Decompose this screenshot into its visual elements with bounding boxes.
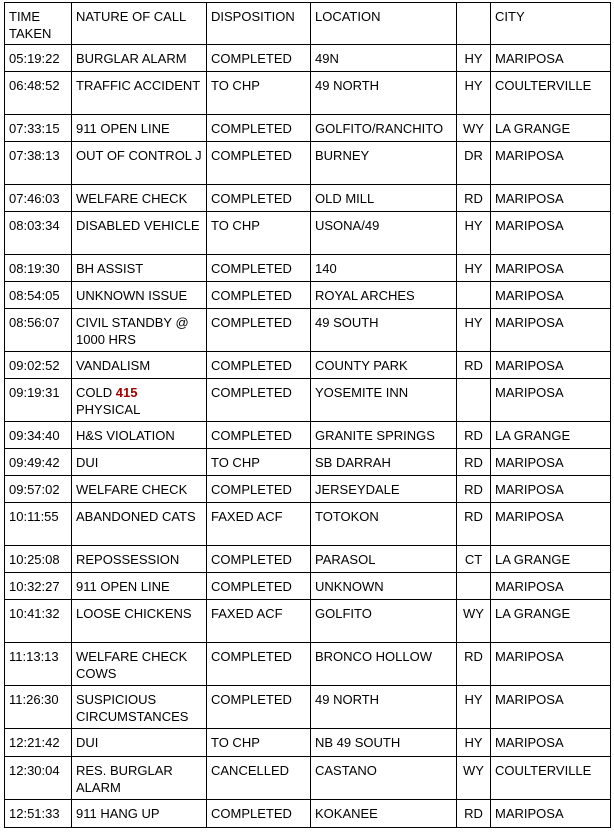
city-cell: MARIPOSA (491, 212, 611, 255)
disposition-cell: COMPLETED (207, 476, 311, 503)
street-suffix-cell: HY (457, 255, 491, 282)
location-cell: UNKNOWN (311, 573, 457, 600)
street-suffix-cell: HY (457, 212, 491, 255)
disposition-cell: COMPLETED (207, 309, 311, 352)
location-cell: 49 NORTH (311, 686, 457, 729)
street-suffix-cell: RD (457, 449, 491, 476)
city-cell: MARIPOSA (491, 379, 611, 422)
time-cell: 09:57:02 (5, 476, 72, 503)
time-cell: 12:51:33 (5, 800, 72, 828)
table-row (5, 800, 611, 828)
city-cell: COULTERVILLE (491, 72, 611, 115)
location-cell: ROYAL ARCHES (311, 282, 457, 309)
time-cell: 09:02:52 (5, 352, 72, 379)
city-cell: MARIPOSA (491, 185, 611, 212)
location-cell: BRONCO HOLLOW (311, 643, 457, 686)
time-cell: 11:13:13 (5, 643, 72, 686)
location-cell: 49N (311, 45, 457, 72)
location-cell: KOKANEE (311, 800, 457, 828)
table-row (5, 72, 611, 115)
disposition-cell: COMPLETED (207, 115, 311, 142)
location-cell: GOLFITO/RANCHITO (311, 115, 457, 142)
city-cell: MARIPOSA (491, 573, 611, 600)
street-suffix-cell: WY (457, 757, 491, 800)
table-row (5, 282, 611, 309)
nature-cell: SUSPICIOUS CIRCUMSTANCES (72, 686, 207, 729)
table-row (5, 757, 611, 800)
table-row (5, 729, 611, 757)
nature-cell: UNKNOWN ISSUE (72, 282, 207, 309)
time-cell: 08:54:05 (5, 282, 72, 309)
time-cell: 09:19:31 (5, 379, 72, 422)
disposition-cell: FAXED ACF (207, 503, 311, 546)
location-cell: PARASOL (311, 546, 457, 573)
disposition-cell: COMPLETED (207, 352, 311, 379)
location-cell: BURNEY (311, 142, 457, 185)
city-cell: MARIPOSA (491, 45, 611, 72)
disposition-cell: COMPLETED (207, 546, 311, 573)
nature-cell (72, 379, 207, 422)
disposition-cell: COMPLETED (207, 255, 311, 282)
time-cell: 10:32:27 (5, 573, 72, 600)
table-row (5, 45, 611, 72)
city-cell: MARIPOSA (491, 503, 611, 546)
location-cell: YOSEMITE INN (311, 379, 457, 422)
street-suffix-cell: RD (457, 352, 491, 379)
table-row (5, 309, 611, 352)
table-row (5, 212, 611, 255)
header-nature: NATURE OF CALL (72, 3, 207, 45)
nature-cell: 911 OPEN LINE (72, 573, 207, 600)
disposition-cell: COMPLETED (207, 185, 311, 212)
table-row (5, 546, 611, 573)
disposition-cell: TO CHP (207, 729, 311, 757)
nature-cell: DUI (72, 449, 207, 476)
disposition-cell: COMPLETED (207, 800, 311, 828)
table-row (5, 503, 611, 546)
location-cell: GOLFITO (311, 600, 457, 643)
header-time: TIME TAKEN (5, 3, 72, 45)
disposition-cell: COMPLETED (207, 422, 311, 449)
nature-text: PHYSICAL (76, 385, 142, 417)
street-suffix-cell (457, 379, 491, 422)
disposition-cell: COMPLETED (207, 686, 311, 729)
call-log-table (4, 2, 611, 828)
street-suffix-cell: RD (457, 422, 491, 449)
city-cell: LA GRANGE (491, 546, 611, 573)
nature-cell: VANDALISM (72, 352, 207, 379)
disposition-cell: TO CHP (207, 212, 311, 255)
street-suffix-cell: HY (457, 72, 491, 115)
time-cell: 06:48:52 (5, 72, 72, 115)
nature-cell: WELFARE CHECK (72, 185, 207, 212)
nature-cell: H&S VIOLATION (72, 422, 207, 449)
disposition-cell: COMPLETED (207, 379, 311, 422)
nature-cell: DUI (72, 729, 207, 757)
city-cell: MARIPOSA (491, 643, 611, 686)
time-cell: 08:03:34 (5, 212, 72, 255)
time-cell: 05:19:22 (5, 45, 72, 72)
location-cell: SB DARRAH (311, 449, 457, 476)
nature-cell: WELFARE CHECK (72, 476, 207, 503)
time-cell: 09:49:42 (5, 449, 72, 476)
nature-cell: TRAFFIC ACCIDENT (72, 72, 207, 115)
nature-cell: RES. BURGLAR ALARM (72, 757, 207, 800)
street-suffix-cell: RD (457, 503, 491, 546)
time-cell: 07:38:13 (5, 142, 72, 185)
nature-text: COLD (76, 385, 116, 400)
table-row (5, 352, 611, 379)
city-cell: MARIPOSA (491, 142, 611, 185)
street-suffix-cell: HY (457, 729, 491, 757)
table-row (5, 379, 611, 422)
header-suffix (457, 3, 491, 45)
nature-cell: 911 OPEN LINE (72, 115, 207, 142)
location-cell: 140 (311, 255, 457, 282)
city-cell: MARIPOSA (491, 309, 611, 352)
street-suffix-cell: WY (457, 115, 491, 142)
time-cell: 09:34:40 (5, 422, 72, 449)
location-cell: NB 49 SOUTH (311, 729, 457, 757)
city-cell: LA GRANGE (491, 600, 611, 643)
disposition-cell: COMPLETED (207, 643, 311, 686)
nature-cell: 911 HANG UP (72, 800, 207, 828)
nature-cell: WELFARE CHECK COWS (72, 643, 207, 686)
table-row (5, 422, 611, 449)
header-city: CITY (491, 3, 611, 45)
street-suffix-cell: RD (457, 185, 491, 212)
nature-cell: CIVIL STANDBY @ 1000 HRS (72, 309, 207, 352)
disposition-cell: COMPLETED (207, 142, 311, 185)
city-cell: LA GRANGE (491, 115, 611, 142)
street-suffix-cell: RD (457, 476, 491, 503)
location-cell: OLD MILL (311, 185, 457, 212)
time-cell: 07:33:15 (5, 115, 72, 142)
location-cell: USONA/49 (311, 212, 457, 255)
location-cell: GRANITE SPRINGS (311, 422, 457, 449)
street-suffix-cell: WY (457, 600, 491, 643)
nature-cell: DISABLED VEHICLE (72, 212, 207, 255)
nature-cell: BURGLAR ALARM (72, 45, 207, 72)
nature-cell: LOOSE CHICKENS (72, 600, 207, 643)
street-suffix-cell: HY (457, 45, 491, 72)
table-row (5, 600, 611, 643)
time-cell: 08:56:07 (5, 309, 72, 352)
time-cell: 10:41:32 (5, 600, 72, 643)
table-row (5, 255, 611, 282)
disposition-cell: COMPLETED (207, 45, 311, 72)
penal-code-highlight: 415 (115, 385, 138, 400)
city-cell: MARIPOSA (491, 729, 611, 757)
header-disposition: DISPOSITION (207, 3, 311, 45)
location-cell: COUNTY PARK (311, 352, 457, 379)
disposition-cell: CANCELLED (207, 757, 311, 800)
nature-cell: REPOSSESSION (72, 546, 207, 573)
city-cell: MARIPOSA (491, 476, 611, 503)
street-suffix-cell: DR (457, 142, 491, 185)
city-cell: MARIPOSA (491, 255, 611, 282)
street-suffix-cell: CT (457, 546, 491, 573)
city-cell: MARIPOSA (491, 449, 611, 476)
time-cell: 08:19:30 (5, 255, 72, 282)
street-suffix-cell: HY (457, 686, 491, 729)
disposition-cell: COMPLETED (207, 282, 311, 309)
city-cell: MARIPOSA (491, 352, 611, 379)
table-row (5, 476, 611, 503)
table-row (5, 573, 611, 600)
table-row (5, 449, 611, 476)
city-cell: LA GRANGE (491, 422, 611, 449)
street-suffix-cell: HY (457, 309, 491, 352)
disposition-cell: FAXED ACF (207, 600, 311, 643)
city-cell: MARIPOSA (491, 686, 611, 729)
city-cell: COULTERVILLE (491, 757, 611, 800)
table-row (5, 142, 611, 185)
location-cell: JERSEYDALE (311, 476, 457, 503)
disposition-cell: COMPLETED (207, 573, 311, 600)
disposition-cell: TO CHP (207, 449, 311, 476)
street-suffix-cell (457, 282, 491, 309)
table-row (5, 115, 611, 142)
street-suffix-cell: RD (457, 643, 491, 686)
time-cell: 12:21:42 (5, 729, 72, 757)
street-suffix-cell (457, 573, 491, 600)
city-cell: MARIPOSA (491, 800, 611, 828)
table-row (5, 686, 611, 729)
city-cell: MARIPOSA (491, 282, 611, 309)
time-cell: 12:30:04 (5, 757, 72, 800)
location-cell: CASTANO (311, 757, 457, 800)
time-cell: 10:11:55 (5, 503, 72, 546)
nature-cell: ABANDONED CATS (72, 503, 207, 546)
table-row (5, 643, 611, 686)
header-location: LOCATION (311, 3, 457, 45)
time-cell: 07:46:03 (5, 185, 72, 212)
nature-cell: BH ASSIST (72, 255, 207, 282)
nature-cell: OUT OF CONTROL J (72, 142, 207, 185)
time-cell: 11:26:30 (5, 686, 72, 729)
location-cell: 49 SOUTH (311, 309, 457, 352)
time-cell: 10:25:08 (5, 546, 72, 573)
disposition-cell: TO CHP (207, 72, 311, 115)
table-row (5, 185, 611, 212)
location-cell: TOTOKON (311, 503, 457, 546)
header-row (5, 3, 611, 45)
location-cell: 49 NORTH (311, 72, 457, 115)
street-suffix-cell: RD (457, 800, 491, 828)
